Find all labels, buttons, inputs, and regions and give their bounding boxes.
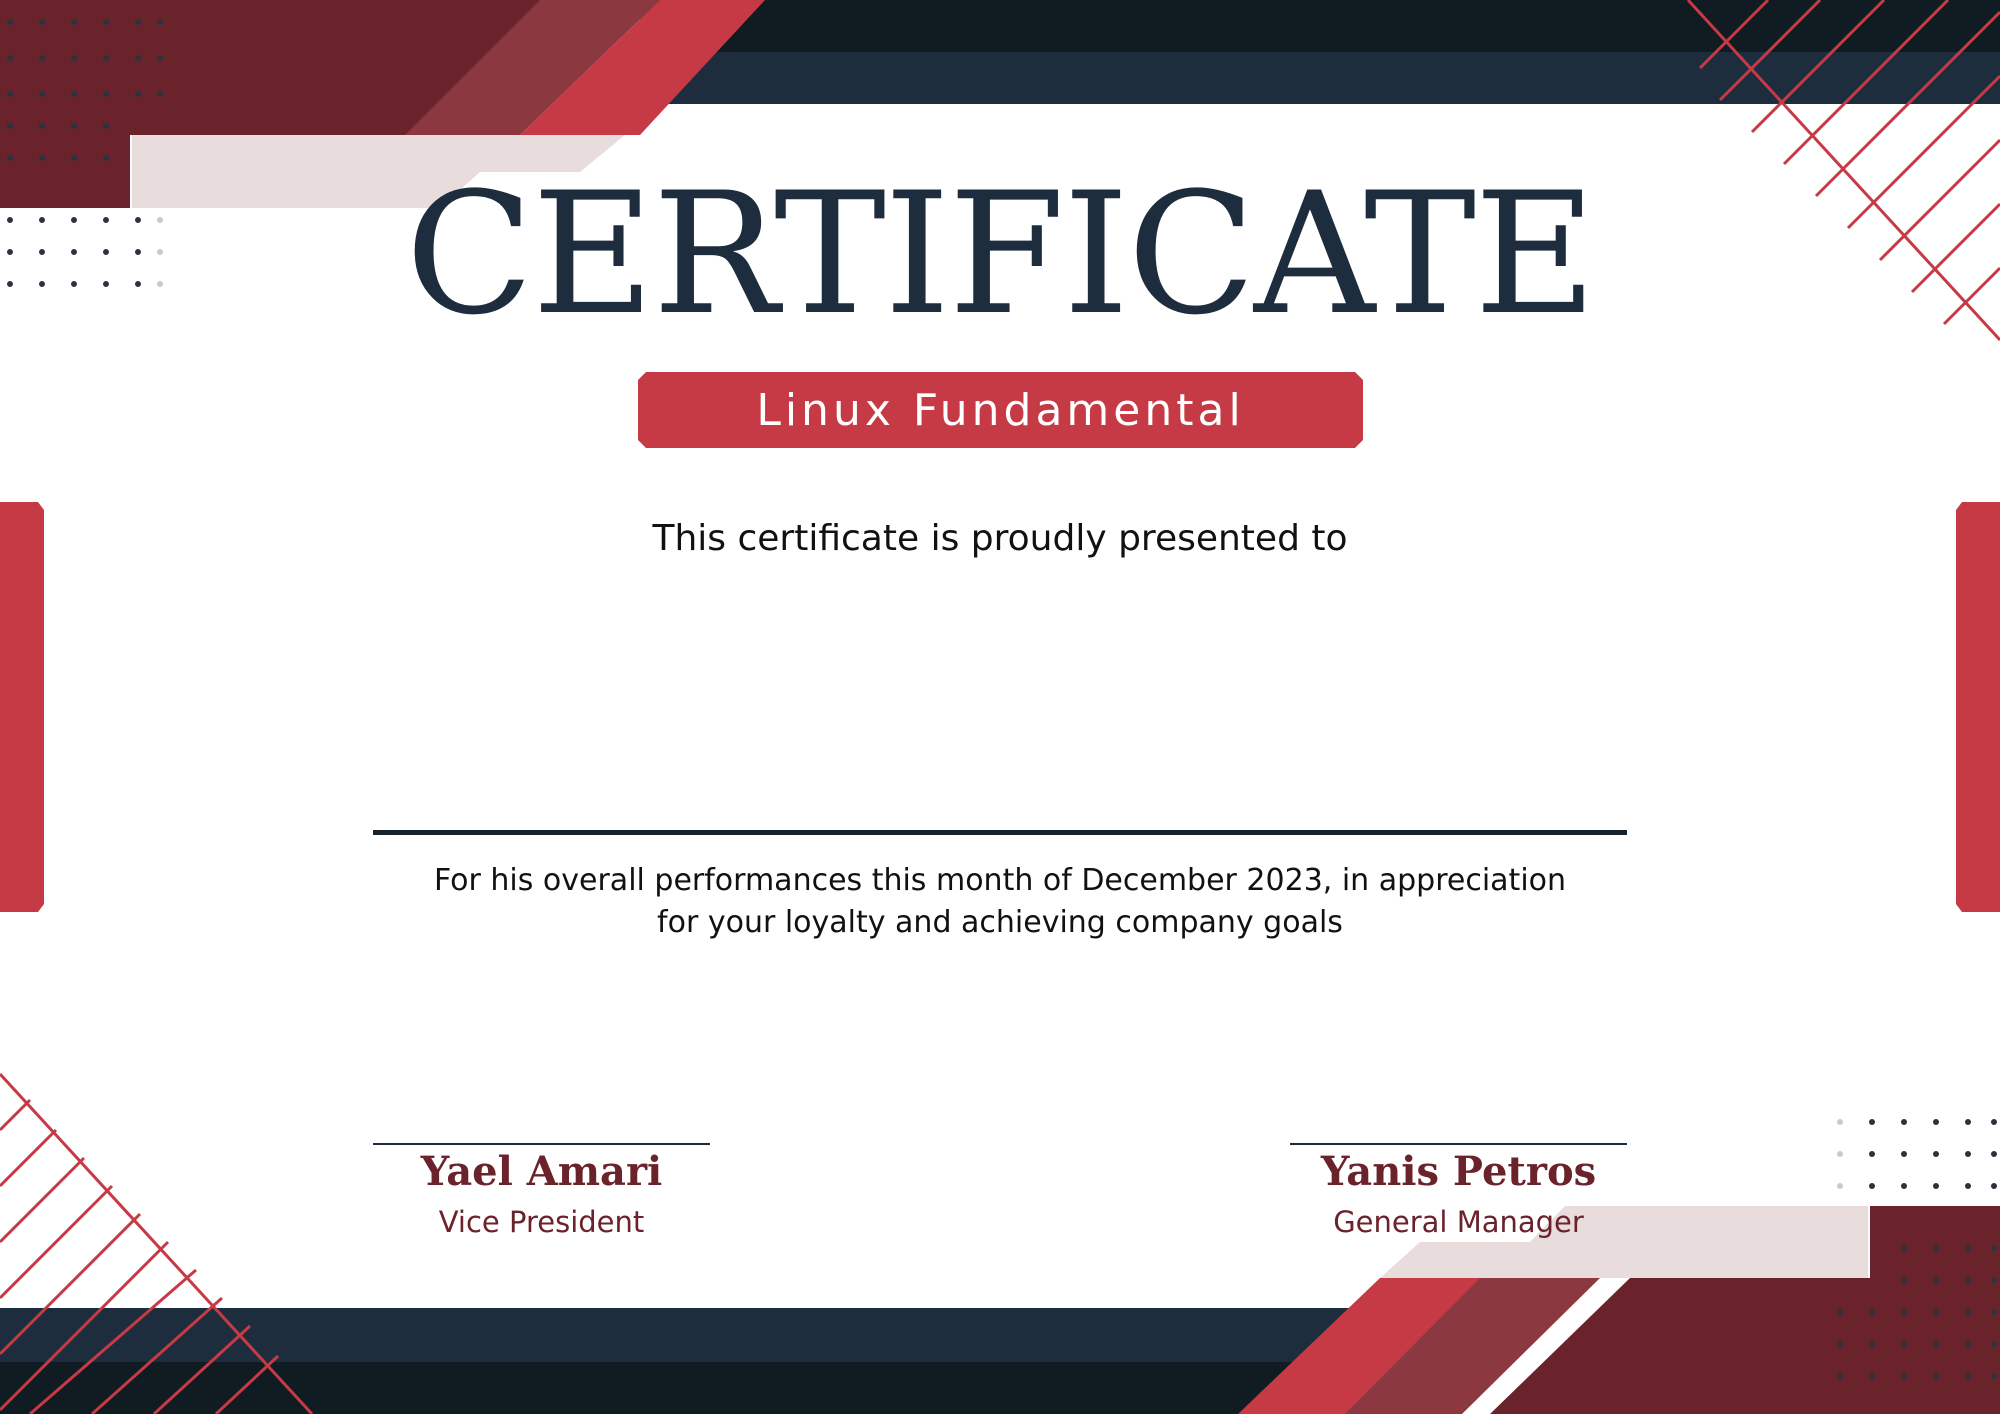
certificate-title: CERTIFICATE (405, 156, 1595, 352)
bottom-band-dark (0, 1362, 1420, 1414)
presented-to-text: This certificate is proudly presented to (652, 518, 1348, 559)
description-line-1: For his overall performances this month of December 2023, in appreciation (433, 863, 1567, 898)
signatory-title-right: General Manager (1333, 1205, 1584, 1239)
signatory-name-left: Yael Amari (420, 1148, 663, 1195)
course-name: Linux Fundamental (756, 384, 1245, 436)
signatory-name-right: Yanis Petros (1320, 1148, 1597, 1195)
left-red-bar (0, 502, 44, 912)
bottom-band-navy (0, 1308, 1420, 1362)
signature-line-left (373, 1143, 710, 1145)
certificate-description (360, 860, 1640, 944)
signature-line-right (1290, 1143, 1627, 1145)
recipient-name-line (373, 830, 1627, 835)
top-band-navy (640, 52, 2000, 104)
right-red-bar (1956, 502, 2000, 912)
signatory-title-left: Vice President (438, 1205, 645, 1239)
description-line-2: for your loyalty and achieving company goals (657, 905, 1343, 940)
